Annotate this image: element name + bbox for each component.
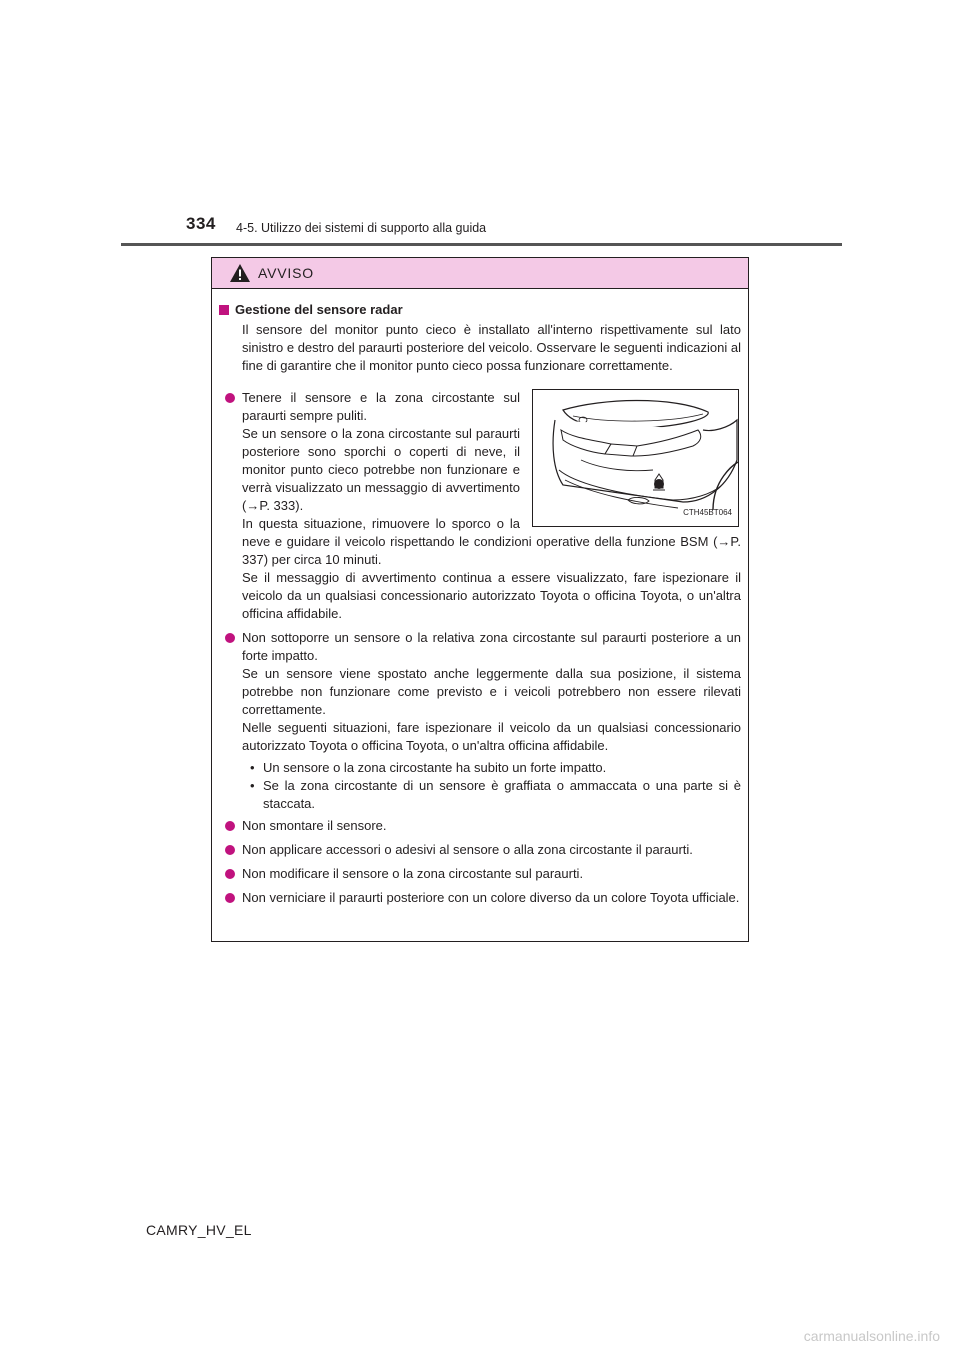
list-item <box>219 389 741 623</box>
list-item <box>219 629 741 755</box>
model-code: CAMRY_HV_EL <box>146 1222 252 1238</box>
figure-container <box>532 389 739 527</box>
sub-list-item <box>219 777 741 813</box>
round-bullet-icon <box>225 893 235 903</box>
round-bullet-icon <box>225 821 235 831</box>
section-heading-text: Gestione del sensore radar <box>235 302 403 317</box>
figure-code: CTH45BT064 <box>683 508 732 517</box>
item-paragraph: Non sottoporre un sensore o la relativa zona circostante sul paraurti posteriore a un forte impatto. <box>242 630 741 663</box>
section-heading <box>219 301 741 319</box>
item-paragraph: Non modificare il sensore o la zona circostante sul paraurti. <box>242 866 584 881</box>
item-paragraph: Se un sensore o la zona circostante sul paraurti posteriore sono sporchi o coperti di neve, il monitor punto cieco potrebbe non funzionare e verrà visualizzato un messaggio di avvertimento (→P. 333). <box>242 426 520 513</box>
round-bullet-icon <box>225 633 235 643</box>
small-bullet-icon: • <box>250 760 255 775</box>
item-paragraph: Non verniciare il paraurti posteriore con un colore diverso da un colore Toyota ufficiale. <box>242 890 740 905</box>
item-paragraph: Tenere il sensore e la zona circostante sul paraurti sempre puliti. <box>242 390 520 423</box>
warning-title: AVVISO <box>258 265 314 281</box>
item-paragraph: Se il messaggio di avvertimento continua a essere visualizzato, fare ispezionare il veicolo da un qualsiasi concessionario autorizzato Toyota o officina Toyota, o un'altra officina affidabile. <box>242 570 741 621</box>
sub-list-item <box>219 759 741 777</box>
list-item <box>219 817 741 835</box>
sub-item-text: Un sensore o la zona circostante ha subito un forte impatto. <box>263 760 607 775</box>
round-bullet-icon <box>225 393 235 403</box>
item-paragraph: Non applicare accessori o adesivi al sensore o alla zona circostante il paraurti. <box>242 842 693 857</box>
square-bullet-icon <box>219 305 229 315</box>
sub-item-text: Se la zona circostante di un sensore è graffiata o ammaccata o una parte si è staccata. <box>263 778 741 811</box>
warning-header <box>212 258 748 289</box>
small-bullet-icon: • <box>250 778 255 793</box>
watermark: carmanualsonline.info <box>803 1328 940 1344</box>
car-rear-illustration <box>532 389 739 527</box>
intro-paragraph: Il sensore del monitor punto cieco è installato all'interno rispettivamente sul lato sinistro e destro del paraurti posteriore del veicolo. Osservare le seguenti indicazioni al fine di garantire che il monitor punto cieco possa funzionare correttamente. <box>242 322 741 373</box>
item-paragraph: Nelle seguenti situazioni, fare ispezionare il veicolo da un qualsiasi concessionario autorizzato Toyota o officina Toyota, o un'altra officina affidabile. <box>242 720 741 753</box>
sub-list <box>219 759 741 813</box>
list-item <box>219 889 741 907</box>
item-paragraph: Se un sensore viene spostato anche leggermente dalla sua posizione, il sistema potrebbe non funzionare come previsto e i veicoli potrebbero non essere rilevati correttamente. <box>242 666 741 717</box>
warning-body <box>212 289 748 907</box>
header-rule <box>121 243 842 246</box>
round-bullet-icon <box>225 869 235 879</box>
list-item <box>219 865 741 883</box>
page-number: 334 <box>186 214 216 233</box>
item-paragraph: Non smontare il sensore. <box>242 818 387 833</box>
warning-box <box>211 257 749 942</box>
section-title: 4-5. Utilizzo dei sistemi di supporto alla guida <box>236 221 487 235</box>
warning-triangle-icon <box>229 263 251 283</box>
item-paragraph: In questa situazione, rimuovere lo sporco o la neve e guidare il veicolo rispettando le condizioni operative della funzione BSM (→P. 337) per circa 10 minuti. <box>242 516 741 567</box>
round-bullet-icon <box>225 845 235 855</box>
list-item <box>219 841 741 859</box>
